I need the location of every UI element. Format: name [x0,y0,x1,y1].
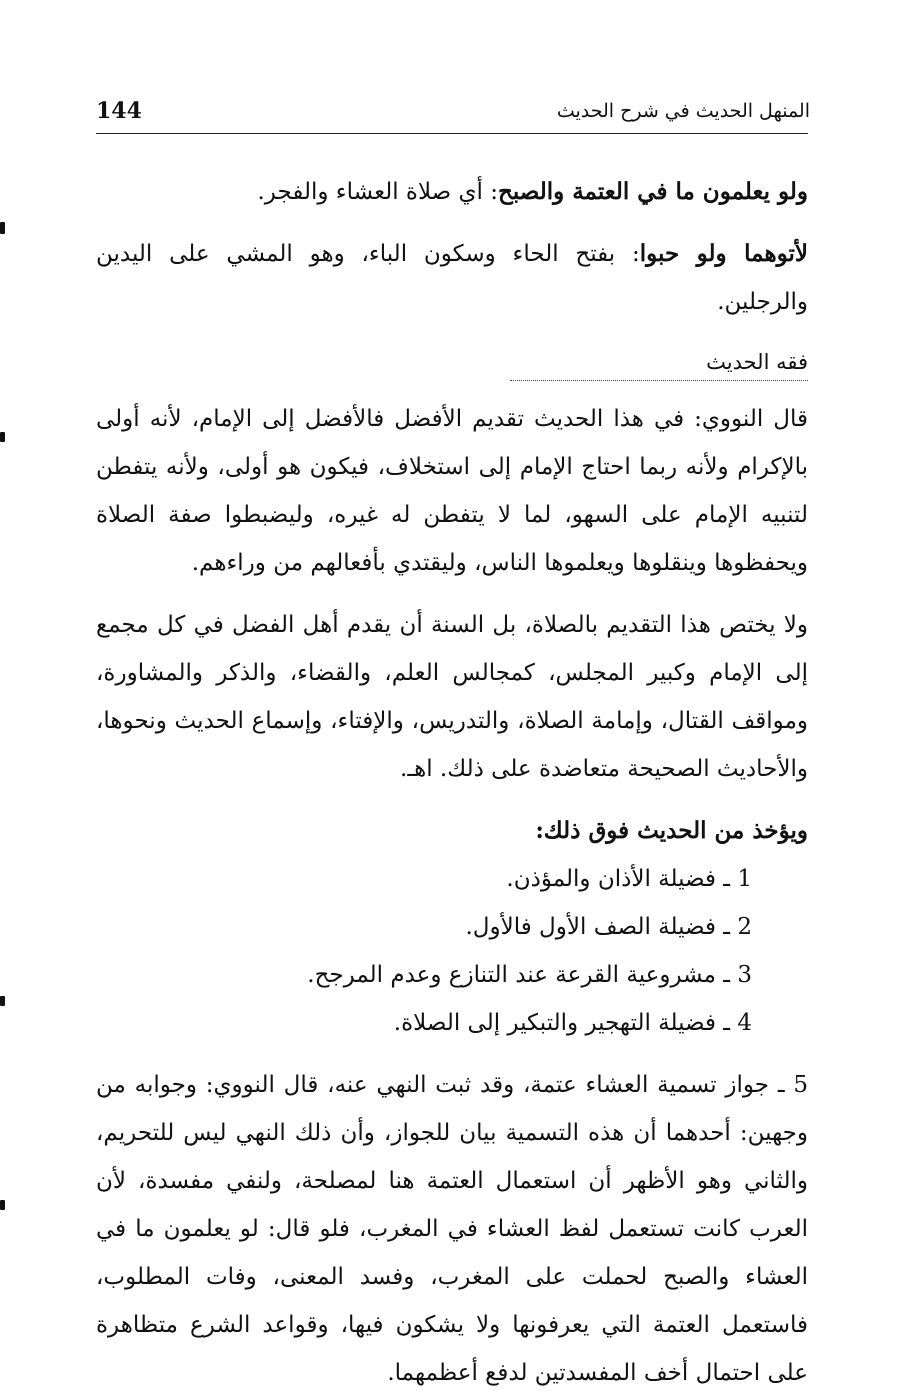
takeaway-item-2: 2 ـ فضيلة الصف الأول فالأول. [465,914,752,940]
intro-term-2: لأتوهما ولو حبوا [639,240,808,267]
page-number: 144 [96,98,142,124]
takeaways-heading: ويؤخذ من الحديث فوق ذلك: [535,817,808,844]
scan-mark [0,222,5,234]
header-rule [96,133,808,134]
takeaway-item-3: 3 ـ مشروعية القرعة عند التنازع وعدم المرجح. [307,962,752,988]
intro-definition-2: : بفتح الحاء وسكون الباء، وهو المشي على اليدين والرجلين. [96,241,808,315]
takeaway-item-4: 4 ـ فضيلة التهجير والتبكير إلى الصلاة. [393,1010,752,1036]
page-header [96,98,810,134]
takeaway-item-1: 1 ـ فضيلة الأذان والمؤذن. [506,866,752,892]
intro-line-2 [96,230,808,326]
final-paragraph: 5 ـ جواز تسمية العشاء عتمة، وقد ثبت النهي عنه، قال النووي: وجوابه من وجهين: أحدهما أن هذه التسمية بيان للجواز، وأن ذلك النهي ليس للتحريم، والثاني وهو الأظهر أن استعمال العتمة هنا لمصلحة، ولنفي مفسدة، لأن العرب كانت تستعمل لفظ العشاء في المغرب، فلو قال: لو يعلمون ما في العشاء والصبح لحملت على المغرب، وفسد المعنى، وفات المطلوب، فاستعمل العتمة التي يعرفونها ولا يشكون فيها، وقواعد الشرع متظاهرة على احتمال أخف المفسدتين لدفع أعظمهما. [96,1072,809,1386]
intro-line-1 [96,168,808,216]
scan-mark [0,1200,5,1210]
paragraph-2: ولا يختص هذا التقديم بالصلاة، بل السنة أن يقدم أهل الفضل في كل مجمع إلى الإمام وكبير المجلس، كمجالس العلم، والقضاء، والذكر والمشاورة، ومواقف القتال، وإمامة الصلاة، والتدريس، والإفتاء، وإسماع الحديث ونحوها، والأحاديث الصحيحة متعاضدة على ذلك. اهـ. [96,612,808,782]
intro-definition-1: : أي صلاة العشاء والفجر. [257,179,498,205]
scan-mark [0,996,5,1006]
scan-mark [0,432,5,442]
running-title: المنهل الحديث في شرح الحديث [556,100,810,122]
paragraph-1: قال النووي: في هذا الحديث تقديم الأفضل فالأفضل إلى الإمام، لأنه أولى بالإكرام ولأنه ربما احتاج الإمام إلى استخلاف، فيكون هو أولى، ولأنه يتفطن لتنبيه الإمام على السهو، لما لا يتفطن له غيره، وليضبطوا صفة الصلاة ويحفظوها وينقلوها ويعلموها الناس، وليقتدي بأفعالهم من وراءهم. [96,406,808,576]
page-body [96,168,808,1397]
section-title: فقه الحديث [706,350,808,374]
intro-term-1: ولو يعلمون ما في العتمة والصبح [497,178,808,205]
